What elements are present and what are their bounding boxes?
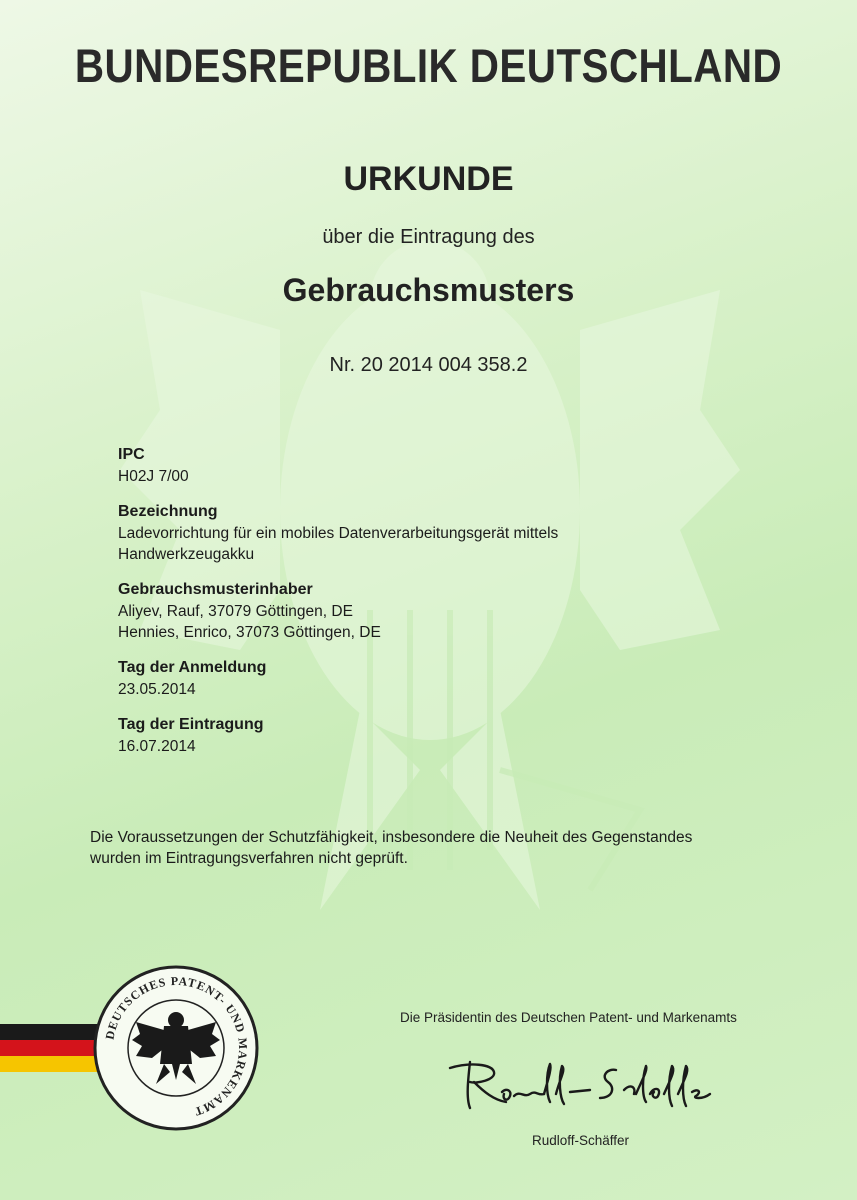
signatory-name: Rudloff-Schäffer [532, 1133, 630, 1148]
document-title: URKUNDE [343, 160, 514, 198]
field-value: Aliyev, Rauf, 37079 Göttingen, DE [118, 603, 353, 620]
field-bezeichnung [118, 501, 738, 565]
field-ipc [118, 444, 738, 487]
flag-black-stripe [0, 1024, 100, 1040]
field-label: Tag der Eintragung [118, 716, 264, 733]
field-value: 16.07.2014 [118, 738, 196, 755]
examination-notice [90, 827, 790, 869]
registration-number: Nr. 20 2014 004 358.2 [329, 354, 528, 376]
president-caption: Die Präsidentin des Deutschen Patent- und Markenamts [400, 1010, 737, 1025]
field-value: Hennies, Enrico, 37073 Göttingen, DE [118, 624, 381, 641]
field-value: Ladevorrichtung für ein mobiles Datenverarbeitungsgerät mittels [118, 525, 559, 542]
official-seal-icon [92, 964, 260, 1132]
document-type: Gebrauchsmusters [282, 272, 575, 308]
field-label: Tag der Anmeldung [118, 659, 267, 676]
field-anmeldung [118, 657, 738, 700]
field-eintragung [118, 714, 738, 757]
field-label: Bezeichnung [118, 503, 218, 520]
handwritten-signature-icon [440, 1050, 720, 1120]
german-flag-stripe [0, 1024, 100, 1072]
field-inhaber [118, 579, 738, 643]
field-label: Gebrauchsmusterinhaber [118, 581, 313, 598]
field-value: H02J 7/00 [118, 468, 189, 485]
flag-gold-stripe [0, 1056, 100, 1072]
document-subtitle: über die Eintragung des [322, 226, 535, 248]
flag-red-stripe [0, 1040, 100, 1056]
notice-line: Die Voraussetzungen der Schutzfähigkeit, insbesondere die Neuheit des Gegenstandes [90, 829, 693, 846]
certificate-fields [118, 444, 738, 771]
field-value: 23.05.2014 [118, 681, 196, 698]
country-heading: BUNDESREPUBLIK DEUTSCHLAND [74, 39, 783, 92]
field-value: Handwerkzeugakku [118, 546, 255, 563]
field-label: IPC [118, 446, 145, 463]
seal-text: DEUTSCHES PATENT- UND MARKENAMT [102, 973, 251, 1120]
notice-line: wurden im Eintragungsverfahren nicht geprüft. [90, 850, 408, 867]
